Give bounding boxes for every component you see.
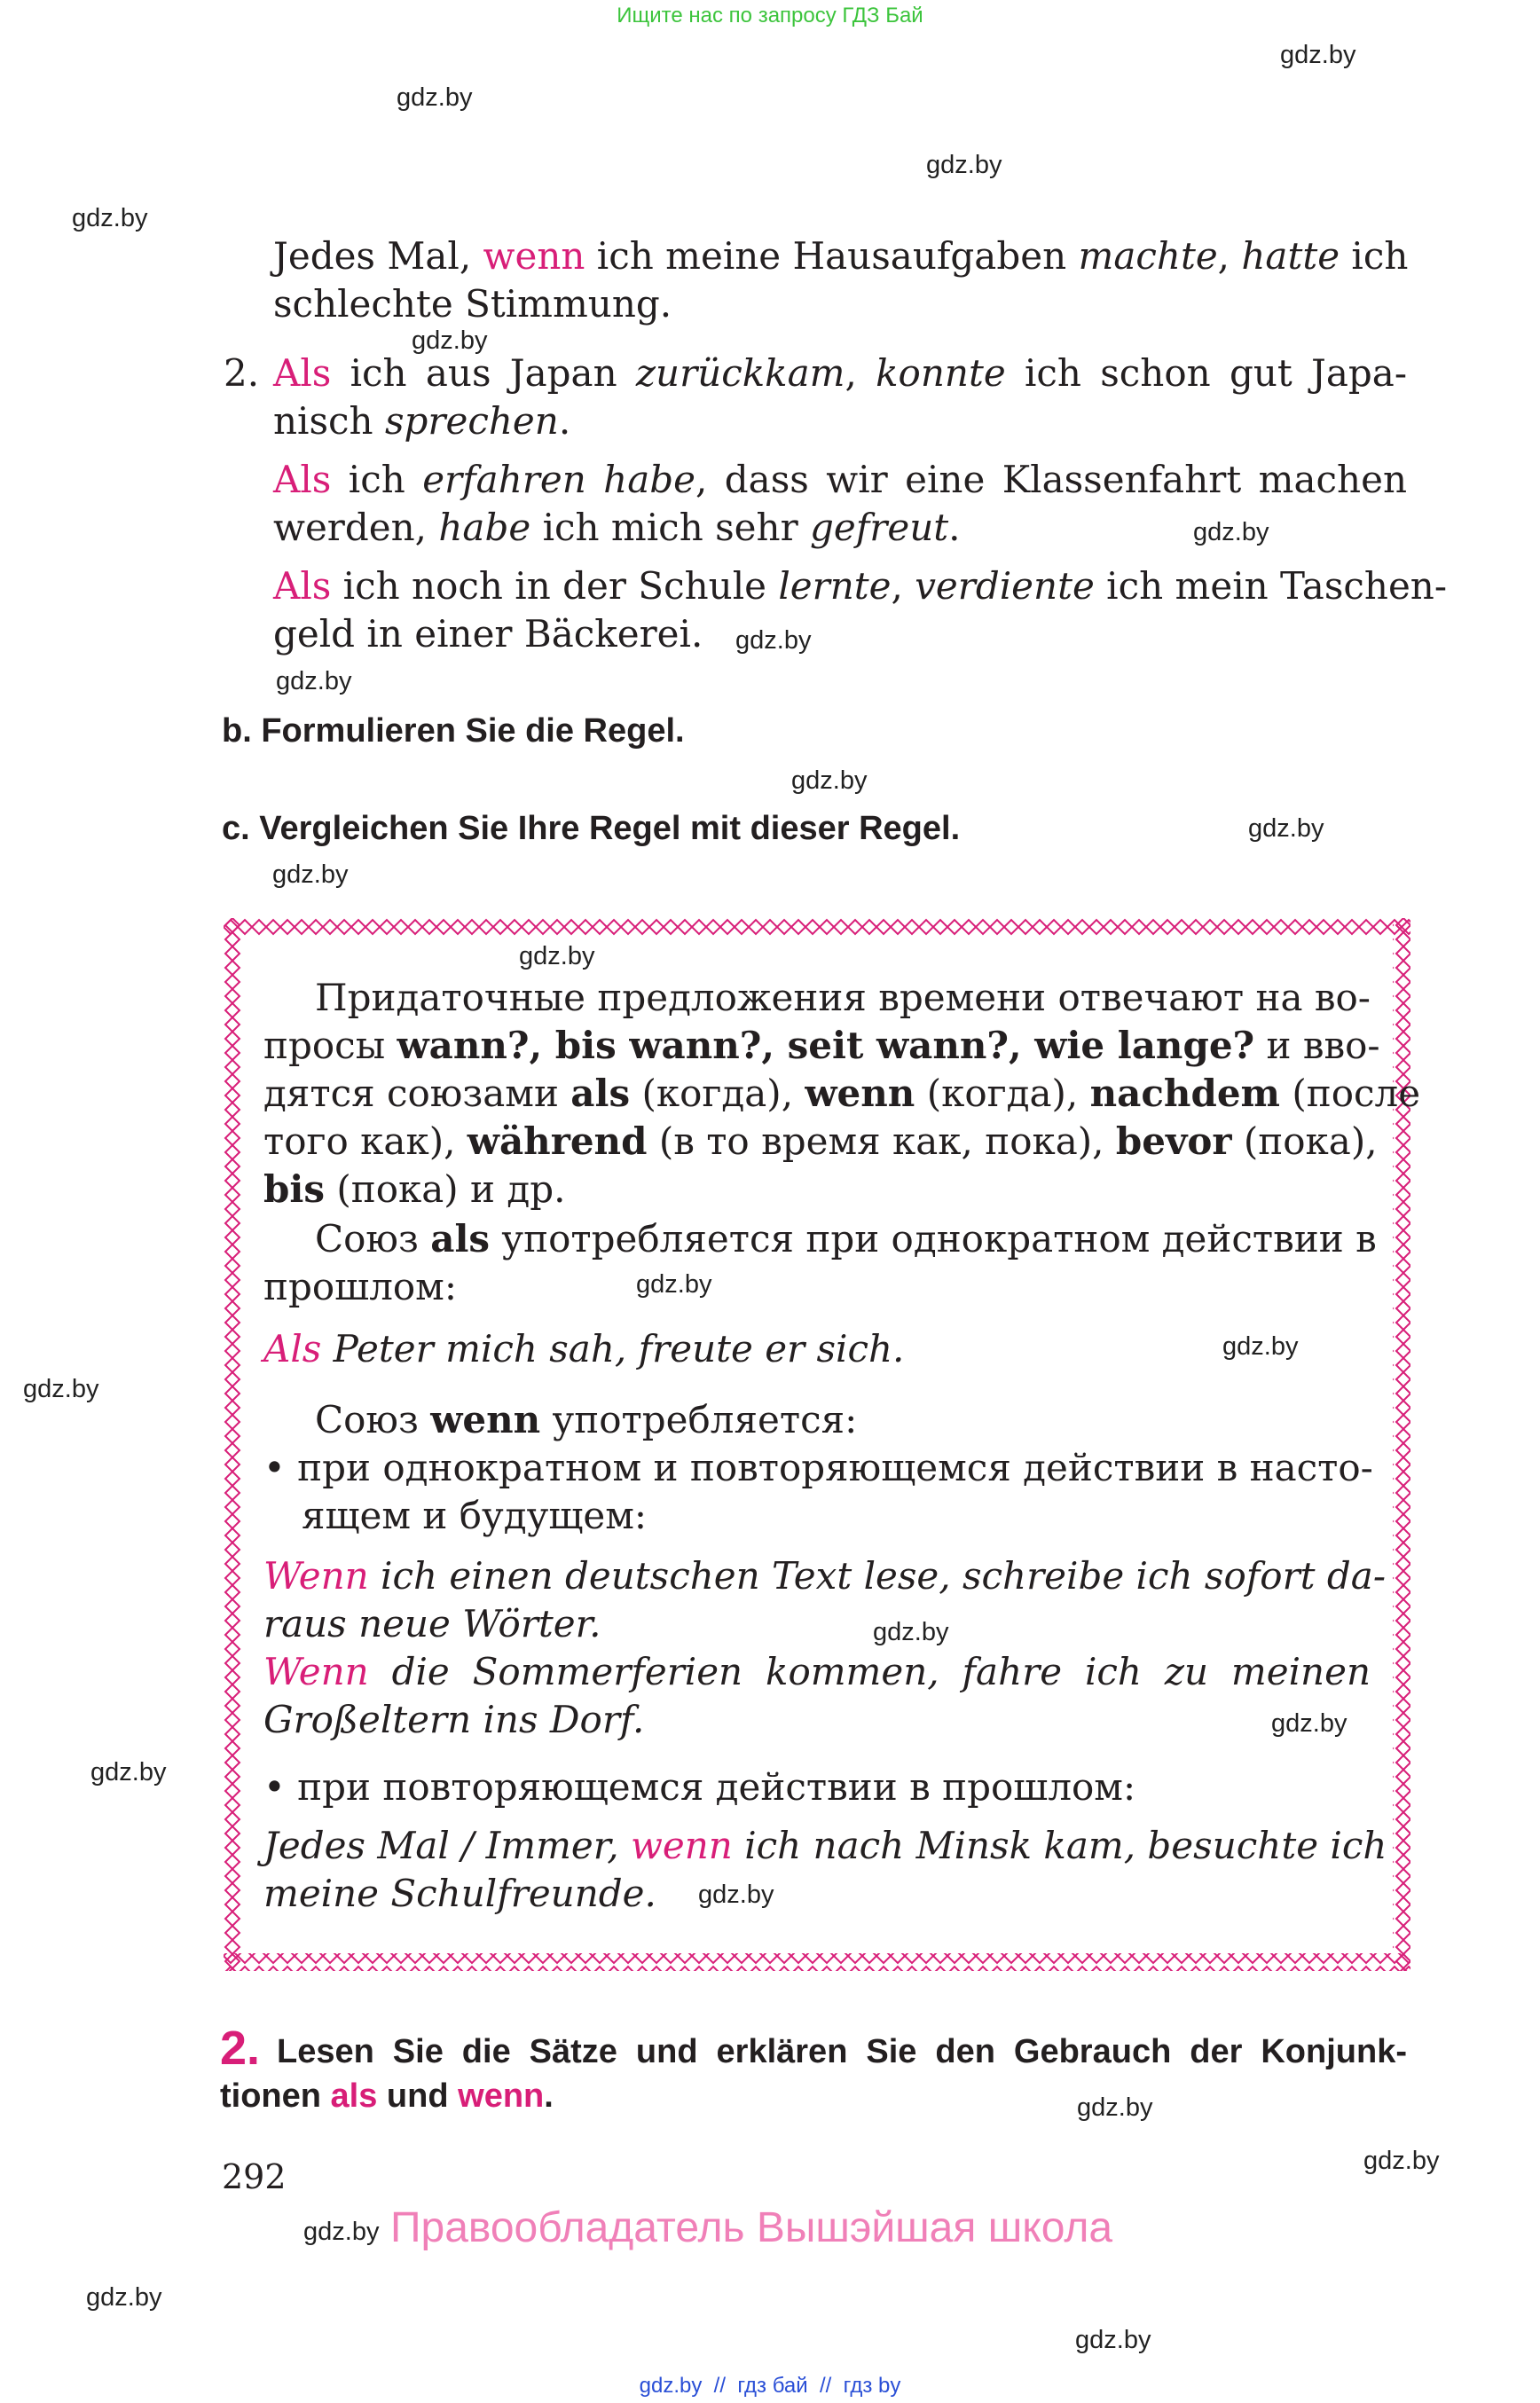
watermark: gdz.by xyxy=(791,766,868,795)
rule-line: Союз wenn употребляется: xyxy=(315,1398,858,1441)
example-line: geld in einer Bäckerei. xyxy=(273,612,703,656)
example-line: Als ich erfahren habe, dass wir eine Klassenfahrt machen xyxy=(273,458,1407,501)
watermark: gdz.by xyxy=(519,942,595,970)
rule-line: прошлом: xyxy=(263,1265,457,1308)
task-c-heading: c. Vergleichen Sie Ihre Regel mit dieser Regel. xyxy=(222,810,961,847)
rule-bullet: • при однократном и повторяющемся действии в насто- xyxy=(263,1446,1373,1489)
watermark: gdz.by xyxy=(1248,814,1324,843)
rule-line: Союз als употребляется при однократном действии в xyxy=(315,1217,1377,1260)
exercise-instruction: tionen als und wenn. xyxy=(220,2077,554,2115)
watermark: gdz.by xyxy=(1077,2093,1153,2122)
rule-line: ящем и будущем: xyxy=(302,1494,648,1537)
rule-line: bis (пока) и др. xyxy=(263,1167,566,1211)
page-number: 292 xyxy=(222,2157,287,2196)
watermark: gdz.by xyxy=(86,2283,162,2312)
watermark: gdz.by xyxy=(1363,2147,1440,2175)
rule-example: Als Peter mich sah, freute er sich. xyxy=(263,1327,905,1370)
rule-example: raus neue Wörter. xyxy=(263,1602,601,1645)
example-line: Als ich aus Japan zurückkam, konnte ich schon gut Japa- xyxy=(273,351,1408,395)
watermark: gdz.by xyxy=(698,1881,774,1909)
rule-line: того как), während (в то время как, пока), bevor (пока), xyxy=(263,1119,1378,1163)
rule-example: Wenn die Sommerferien kommen, fahre ich zu meinen xyxy=(263,1650,1371,1693)
watermark: gdz.by xyxy=(1271,1709,1348,1738)
watermark: gdz.by xyxy=(72,204,148,232)
watermark: gdz.by xyxy=(272,860,349,889)
top-banner: Ищите нас по запросу ГДЗ Бай xyxy=(617,4,923,27)
rule-example: Jedes Mal / Immer, wenn ich nach Minsk kam, besuchte ich xyxy=(263,1824,1387,1867)
watermark: gdz.by xyxy=(1280,41,1356,69)
watermark: gdz.by xyxy=(397,83,473,112)
example-line: Jedes Mal, wenn ich meine Hausaufgaben machte, hatte ich xyxy=(273,234,1409,278)
copyright-notice: Правообладатель Вышэйшая школа xyxy=(390,2204,1113,2251)
example-line: Als ich noch in der Schule lernte, verdiente ich mein Taschen- xyxy=(273,564,1448,608)
example-line: schlechte Stimmung. xyxy=(273,282,672,326)
watermark: gdz.by xyxy=(90,1758,167,1787)
example-line: werden, habe ich mich sehr gefreut. xyxy=(273,506,961,549)
watermark: gdz.by xyxy=(1222,1332,1299,1361)
watermark: gdz.by xyxy=(636,1270,712,1299)
rule-line: Придаточные предложения времени отвечают на во- xyxy=(315,976,1371,1019)
example-number: 2. xyxy=(224,351,260,395)
watermark: gdz.by xyxy=(1193,518,1269,546)
rule-example: Großeltern ins Dorf. xyxy=(263,1698,645,1741)
watermark: gdz.by xyxy=(873,1618,949,1646)
watermark: gdz.by xyxy=(735,626,812,655)
rule-line: дятся союзами als (когда), wenn (когда), nachdem (после xyxy=(263,1072,1421,1115)
footer-links: gdz.by // гдз бай // гдз by xyxy=(639,2374,901,2398)
exercise-instruction: Lesen Sie die Sätze und erklären Sie den Gebrauch der Konjunk- xyxy=(277,2033,1407,2070)
task-b-heading: b. Formulieren Sie die Regel. xyxy=(222,712,685,750)
rule-bullet: • при повторяющемся действии в прошлом: xyxy=(263,1765,1136,1809)
example-line: nisch sprechen. xyxy=(273,399,571,443)
watermark: gdz.by xyxy=(412,326,488,355)
rule-example: meine Schulfreunde. xyxy=(263,1872,656,1915)
watermark: gdz.by xyxy=(276,667,352,695)
watermark: gdz.by xyxy=(303,2218,380,2246)
watermark: gdz.by xyxy=(23,1375,99,1403)
exercise-number: 2. xyxy=(220,2022,261,2075)
rule-line: просы wann?, bis wann?, seit wann?, wie lange? и вво- xyxy=(263,1024,1380,1067)
watermark: gdz.by xyxy=(926,151,1002,179)
rule-example: Wenn ich einen deutschen Text lese, schreibe ich sofort da- xyxy=(263,1554,1387,1598)
watermark: gdz.by xyxy=(1075,2326,1151,2354)
